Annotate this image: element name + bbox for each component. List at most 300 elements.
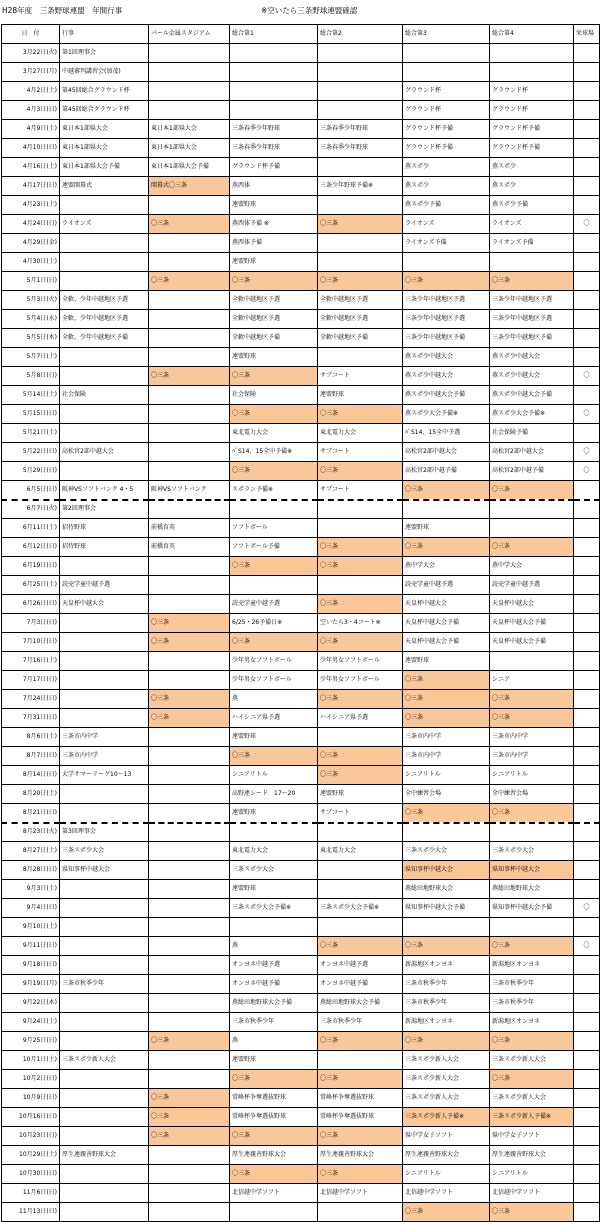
date-text: 8月28日 [22,866,47,873]
schedule-cell: 三条スポ少新人予備※ [490,1108,574,1127]
schedule-cell: オンヨネ中越予備 [318,975,403,994]
schedule-cell: 〇三条 [149,709,230,728]
schedule-cell [60,557,149,576]
schedule-cell [149,557,230,576]
schedule-cell: 三条スポ少新人大会 [403,1051,490,1070]
schedule-cell [60,405,149,424]
schedule-table [1,24,600,1222]
weekday-text: (日) [46,562,57,569]
schedule-cell: 燕スポ少 [403,158,490,177]
date-cell [2,861,60,880]
schedule-cell [318,500,403,519]
table-row [2,1051,600,1070]
table-row [2,557,600,576]
schedule-cell: 東日本1部県大会 [60,120,149,139]
schedule-cell: 三条スポ少大会予備※ [318,899,403,918]
schedule-cell [149,82,230,101]
schedule-cell [403,44,490,63]
date-text: 9月18日 [22,961,47,968]
date-text: 10月1日 [22,1056,47,1063]
schedule-cell [318,880,403,899]
schedule-cell: オンヨネ中越予備 [230,975,318,994]
schedule-cell: 〇三条 [318,937,403,956]
schedule-cell [60,880,149,899]
schedule-cell: スポラン予備※ [230,481,318,500]
date-cell [2,1127,60,1146]
schedule-cell [60,633,149,652]
schedule-cell: シニアリトル [490,1165,574,1184]
date-cell [2,747,60,766]
sakae-cell [574,823,600,842]
schedule-cell: サブコート [318,367,403,386]
table-row [2,120,600,139]
date-text: 6月12日 [22,543,47,550]
schedule-cell [149,101,230,120]
weekday-text: (日) [46,600,57,607]
schedule-cell: 燕スポ少中越大会予備 [490,386,574,405]
date-text: 5月3日 [26,296,47,303]
schedule-cell: サブコート [318,804,403,823]
schedule-cell: グラウンド杯予備 [230,158,318,177]
date-text: 4月29日 [22,239,47,246]
date-text: 7月17日 [22,676,47,683]
schedule-cell [318,44,403,63]
schedule-cell: 招待野球 [60,519,149,538]
schedule-cell [60,937,149,956]
schedule-cell: 全軟中越地区予選 [230,291,318,310]
date-cell [2,519,60,538]
date-cell [2,1013,60,1032]
schedule-cell [318,63,403,82]
schedule-cell: 少年男女ソフトボール [230,652,318,671]
schedule-cell: 中越審判講習会(加茂) [60,63,149,82]
table-row [2,652,600,671]
schedule-cell: 高松宮2部中越大会 [490,443,574,462]
schedule-cell: 連盟野球 [403,652,490,671]
schedule-cell: シニアリトル [403,766,490,785]
schedule-cell: 高松宮2部中越大会 [403,443,490,462]
schedule-cell [60,804,149,823]
schedule-cell [149,880,230,899]
schedule-cell: 〇三条 [490,538,574,557]
schedule-cell: 燕総田地野球大会 [490,880,574,899]
schedule-cell [490,652,574,671]
schedule-cell [318,253,403,272]
sakae-cell [574,1032,600,1051]
schedule-cell: 全中練習会場 [403,785,490,804]
date-text: 10月2日 [22,1075,47,1082]
date-cell [2,500,60,519]
schedule-cell: 〇三条 [403,1032,490,1051]
date-cell [2,367,60,386]
schedule-cell: 読売学童中越予選 [490,576,574,595]
schedule-cell: グラウンド杯 [490,82,574,101]
schedule-cell: グラウンド杯 [403,82,490,101]
date-cell [2,1108,60,1127]
sakae-cell [574,63,600,82]
schedule-cell [149,595,230,614]
schedule-cell [60,348,149,367]
schedule-cell: 〇三条 [230,1165,318,1184]
weekday-text: (日) [46,904,57,911]
schedule-cell: 東日本1部県大会 [60,139,149,158]
table-row [2,1070,600,1089]
schedule-cell: 〇三条 [490,804,574,823]
weekday-text: (日) [46,467,57,474]
weekday-text: (土) [46,1018,57,1025]
schedule-cell [318,348,403,367]
weekday-text: (土) [46,581,57,588]
schedule-cell [149,443,230,462]
schedule-cell [149,500,230,519]
schedule-cell: 県知事杯中越大会予備 [403,899,490,918]
schedule-cell [149,747,230,766]
weekday-text: (日) [46,942,57,949]
date-text: 5月15日 [22,410,47,417]
schedule-cell: 第2回理事会 [60,500,149,519]
weekday-text: (日) [46,410,57,417]
schedule-cell [318,918,403,937]
schedule-cell [149,823,230,842]
schedule-cell [230,500,318,519]
sakae-cell [574,1203,600,1222]
weekday-text: (土) [46,125,57,132]
weekday-text: (日) [46,676,57,683]
date-text: 6月26日 [22,600,47,607]
sakae-cell [574,576,600,595]
date-text: 11月13日 [19,1208,47,1215]
sakae-cell [574,861,600,880]
date-cell [2,120,60,139]
sakae-cell [574,1070,600,1089]
header-cell: 日 付 [2,25,60,44]
date-cell [2,690,60,709]
schedule-cell: 高松宮2部中越予備 [403,462,490,481]
sakae-cell [574,880,600,899]
table-row [2,272,600,291]
weekday-text: (土) [46,353,57,360]
weekday-text: (土) [46,258,57,265]
sakae-cell [574,329,600,348]
schedule-cell: 前橋育英 [149,519,230,538]
schedule-cell: 〇三条 [318,747,403,766]
table-row [2,823,600,842]
schedule-cell [318,861,403,880]
table-header-row [2,25,600,44]
sakae-cell [574,310,600,329]
date-cell [2,671,60,690]
date-text: 4月2日 [26,87,47,94]
sakae-cell [574,975,600,994]
weekday-text: (日) [46,277,57,284]
schedule-cell [60,652,149,671]
schedule-cell [318,728,403,747]
date-cell [2,899,60,918]
weekday-text: (土) [46,923,57,930]
date-cell [2,709,60,728]
schedule-cell [149,1013,230,1032]
date-text: 4月10日 [22,144,47,151]
table-row [2,690,600,709]
date-text: 5月8日 [26,372,47,379]
date-cell [2,842,60,861]
weekday-text: (土) [46,885,57,892]
schedule-cell: 常峰杯争奪選抜野球 [318,1089,403,1108]
date-text: 4月16日 [22,163,47,170]
table-row [2,1127,600,1146]
page-title: H28年度 三条野球連盟 年間行事 [2,6,123,15]
schedule-cell: 〇三条 [149,690,230,709]
schedule-cell: 東北電力大会 [318,842,403,861]
sakae-cell [574,481,600,500]
schedule-cell [149,766,230,785]
sakae-cell [574,804,600,823]
schedule-cell: 社会保険予備 [490,424,574,443]
schedule-cell: 燕スポ少 [490,177,574,196]
date-text: 4月23日 [22,201,47,208]
weekday-text: (日) [46,485,57,493]
sakae-cell [574,1051,600,1070]
schedule-cell [490,918,574,937]
schedule-cell: 燕スポ少大会予備※ [490,405,574,424]
sakae-cell [574,956,600,975]
date-text: 8月21日 [22,808,47,816]
schedule-cell: 前橋育英 [149,538,230,557]
schedule-cell [149,937,230,956]
schedule-cell: 新潟地区オンヨネ [403,956,490,975]
schedule-cell: 北信越中学ソフト [230,1184,318,1203]
schedule-cell: 燕スポ少大会予備※ [403,405,490,424]
schedule-cell [490,500,574,519]
schedule-cell: 北信越中学ソフト [403,1184,490,1203]
weekday-text: (日) [46,106,57,113]
schedule-cell: 三条市秋季少年 [403,975,490,994]
schedule-cell [149,63,230,82]
schedule-cell [149,1146,230,1165]
schedule-cell [60,956,149,975]
schedule-cell: グラウンド杯予備 [403,139,490,158]
schedule-cell: 連盟野球 [230,804,318,823]
sakae-cell [574,120,600,139]
sakae-cell [574,1165,600,1184]
weekday-text: (日) [46,1037,57,1044]
schedule-cell: 招待野球 [60,538,149,557]
schedule-cell: 開幕式〇三条 [149,177,230,196]
schedule-cell: 三条市内中学 [403,728,490,747]
date-text: 5月14日 [22,391,47,398]
schedule-cell: 常峰杯争奪選抜野球 [230,1108,318,1127]
schedule-cell: 阪神VSソフトバンク [149,481,230,500]
date-cell [2,937,60,956]
table-row [2,1146,600,1165]
schedule-cell: 県知事杯中越大会 [490,861,574,880]
date-text: 4月30日 [22,258,47,265]
date-text: 8月20日 [22,790,47,797]
weekday-text: (日) [46,695,57,702]
schedule-cell: 読売学童中越予選 [230,595,318,614]
table-row [2,234,600,253]
sakae-cell [574,177,600,196]
date-cell [2,975,60,994]
schedule-cell: 三条市秋季少年 [403,994,490,1013]
schedule-cell: 燕スポ少中越大会 [403,348,490,367]
sakae-cell [574,424,600,443]
table-row [2,994,600,1013]
date-cell [2,291,60,310]
date-cell [2,994,60,1013]
schedule-cell [149,462,230,481]
schedule-cell: 天皇杯中越大会予備 [490,614,574,633]
schedule-cell: 天皇杯中越大会 [60,595,149,614]
schedule-cell [490,823,574,842]
schedule-cell: 少年男女ソフトボール [318,652,403,671]
weekday-text: (火) [46,296,57,303]
schedule-cell: 〇三条 [403,481,490,500]
weekday-text: (日) [46,144,57,151]
weekday-text: (日) [46,1208,57,1215]
date-cell [2,823,60,842]
schedule-cell: 〇三条 [149,1089,230,1108]
sakae-cell: 〇 [574,899,600,918]
date-text: 9月10日 [22,923,47,930]
sakae-cell [574,500,600,519]
weekday-text: (日) [46,714,57,721]
schedule-cell: 東日本1部県大会 [149,139,230,158]
sakae-cell [574,652,600,671]
schedule-cell [490,519,574,538]
weekday-text: (土) [46,524,57,531]
weekday-text: (土) [46,657,57,664]
schedule-cell: 三条市内中学 [403,747,490,766]
schedule-cell: 燕総田地野球大会 [403,880,490,899]
table-row [2,899,600,918]
date-cell [2,63,60,82]
sakae-cell [574,690,600,709]
date-text: 5月4日 [26,315,47,322]
schedule-cell: 天皇杯中越大会 [490,595,574,614]
schedule-cell: 第3回理事会 [60,823,149,842]
schedule-cell [60,1032,149,1051]
table-row [2,861,600,880]
weekday-text: (木) [46,334,57,341]
weekday-text: (日) [46,1189,57,1196]
weekday-text: (日) [46,543,57,550]
schedule-cell: 三条市内中学 [60,747,149,766]
date-cell [2,880,60,899]
schedule-cell: 全軟中越地区予選 [318,291,403,310]
schedule-cell [318,519,403,538]
schedule-cell [149,405,230,424]
table-row [2,367,600,386]
weekday-text: (日) [46,448,57,455]
table-row [2,1203,600,1222]
schedule-cell [60,709,149,728]
schedule-cell: 連盟野球 [230,880,318,899]
date-text: 8月7日 [26,752,47,759]
schedule-cell: 大学サマーリーグ10～13 [60,766,149,785]
schedule-cell [230,918,318,937]
sakae-cell [574,348,600,367]
sakae-cell [574,633,600,652]
weekday-text: (日) [46,771,57,778]
schedule-cell [149,899,230,918]
schedule-cell: 厚生連親善野球大会 [403,1146,490,1165]
schedule-cell: 燕 [230,690,318,709]
schedule-cell: 第1回理事会 [60,44,149,63]
date-text: 9月3日 [26,885,47,892]
schedule-cell: ソフトボール予備 [230,538,318,557]
date-text: 3月27日 [22,68,47,75]
schedule-cell: 三条少年中越地区予備 [490,329,574,348]
sakae-cell: 〇 [574,462,600,481]
date-text: 5月22日 [22,448,47,455]
sakae-cell [574,1089,600,1108]
schedule-cell: 三条少年中越地区予備 [403,329,490,348]
schedule-cell [318,234,403,253]
schedule-cell: 連盟野球 [318,386,403,405]
date-cell [2,766,60,785]
schedule-cell: 三条少年中越地区予選 [490,310,574,329]
schedule-cell: 東日本1部県大会予備 [60,158,149,177]
sakae-cell [574,44,600,63]
schedule-cell [60,253,149,272]
schedule-cell: 〇三条 [403,272,490,291]
schedule-cell: ハイシニア県予選 [230,709,318,728]
schedule-cell [403,500,490,519]
table-row [2,709,600,728]
schedule-cell [60,1013,149,1032]
schedule-cell [403,823,490,842]
schedule-cell [149,253,230,272]
table-row [2,405,600,424]
schedule-cell: 〇三条 [490,1070,574,1089]
schedule-cell: 三条市秋季少年 [60,975,149,994]
date-cell [2,956,60,975]
schedule-cell [60,367,149,386]
schedule-cell [60,272,149,291]
schedule-cell: 常峰杯争奪選抜野球 [318,1108,403,1127]
table-row [2,101,600,120]
date-cell [2,196,60,215]
schedule-cell: 〇三条 [318,1127,403,1146]
schedule-cell: 燕 [230,1032,318,1051]
schedule-cell: 三条市内中学 [490,747,574,766]
date-text: 5月29日 [22,467,47,474]
schedule-cell: 〇三条 [230,1127,318,1146]
schedule-cell: 三条市秋季少年 [230,1013,318,1032]
date-text: 4月9日 [26,125,47,132]
weekday-text: (日) [46,1113,57,1120]
weekday-text: (月) [46,980,57,987]
date-cell [2,101,60,120]
schedule-cell: 厚生連親善野球大会 [490,1146,574,1165]
date-cell [2,462,60,481]
table-row [2,196,600,215]
schedule-cell: 読売学童中越予選 [60,576,149,595]
schedule-cell: 三条スポ少新人大会 [490,1089,574,1108]
date-text: 5月7日 [26,353,47,360]
schedule-cell [149,196,230,215]
weekday-text: (日) [46,1075,57,1082]
date-cell [2,728,60,747]
schedule-cell: 燕西体 [230,177,318,196]
schedule-cell: 三条スポ少大会 [60,842,149,861]
table-row [2,804,600,823]
schedule-cell [60,899,149,918]
schedule-cell [318,196,403,215]
schedule-cell: 全中練習会場 [490,785,574,804]
schedule-cell [149,291,230,310]
